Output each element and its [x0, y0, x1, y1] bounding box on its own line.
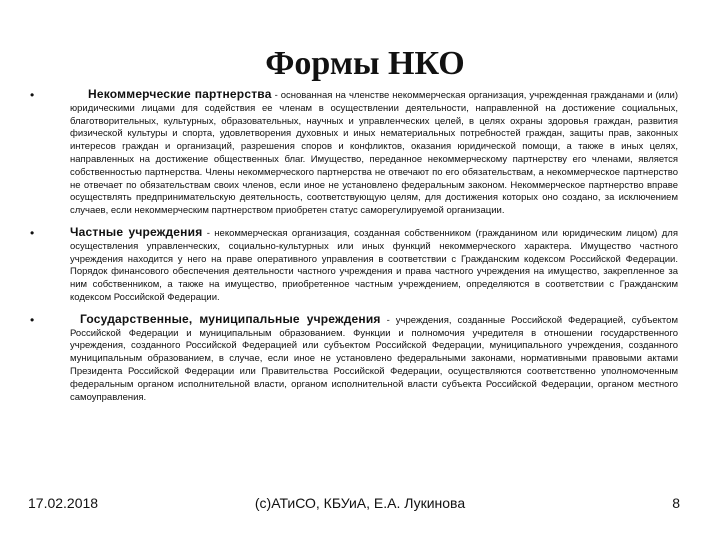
bullet-dot-icon: • — [30, 225, 35, 240]
bullet-dot-icon: • — [30, 88, 35, 102]
bullet-term: Государственные, муниципальные учреждения — [80, 311, 381, 326]
bullet-description: - некоммерческая организация, созданная собственником (гражданином или юридическим лицом) для осуществления управленческих, социально-культурных или иных функций некоммерческого характера. Имущество частного учреждения находится у него на праве оперативного управления в соответствии с Гражданским кодексом Российской Федерации. Порядок финансового обеспечения деятельности частного учреждения и права частного учреждения на имущество, закрепленное за ним собственником, а также на имущество, приобретенное частным учреждением, определяются в соответствии с Гражданским кодексом Российской Федерации. — [70, 227, 678, 303]
footer-page-number: 8 — [672, 495, 680, 511]
bullet-term: Частные учреждения — [70, 224, 203, 239]
bullet-paragraph — [70, 313, 678, 405]
footer-author: (с)АТиСО, КБУиА, Е.А. Лукинова — [254, 495, 466, 511]
bullet-term: Некоммерческие партнерства — [88, 87, 272, 101]
bullet-dot-icon: • — [30, 312, 35, 327]
bullet-paragraph — [70, 226, 678, 305]
bullet-description: - учреждения, созданные Российской Федерацией, субъектом Российской Федерации и муниципальным образованием. Функции и полномочия учредителя в отношении государственного учреждения, созданного Российской Федерацией или субъектом Российской Федерации, муниципального учреждения, созданного муниципальным образованием, в случае, если иное не установлено федеральными законами, нормативными правовыми актами Президента Российской Федерации или Правительства Российской Федерации, осуществляются соответственно уполномоченным федеральным органом исполнительной власти, органом исполнительной власти субъекта Российской Федерации, органом местного самоуправления. — [70, 314, 678, 403]
bullet-list — [30, 88, 678, 412]
bullet-item-state-institutions — [30, 313, 678, 405]
bullet-item-private-institutions — [30, 226, 678, 305]
bullet-item-partnerships — [30, 88, 678, 218]
footer-date: 17.02.2018 — [28, 495, 99, 511]
bullet-paragraph — [70, 88, 678, 218]
bullet-description: - основанная на членстве некоммерческая организация, учрежденная гражданами и (или) юридическими лицами для содействия ее членам в осуществлении деятельности, направленной на достижение социальных, благотворительных, культурных, образовательных, научных и управленческих целей, в целях охраны здоровья граждан, развития физической культуры и спорта, удовлетворения духовных и иных нематериальных потребностей граждан, защиты прав, законных интересов граждан и организаций, разрешения споров и конфликтов, оказания юридической помощи, а также в иных целях, направленных на достижение общественных благ. Имущество, переданное некоммерческому партнерству его членами, является собственностью партнерства. Члены некоммерческого партнерства не отвечают по его обязательствам, а некоммерческое партнерство не отвечает по обязательствам своих членов, если иное не установлено федеральным законом. Некоммерческое партнерство вправе осуществлять предпринимательскую деятельность, соответствующую целям, для достижения которых оно создано, за исключением случаев, если некоммерческим партнерством приобретен статус саморегулируемой организации. — [70, 90, 678, 217]
slide-title: Формы НКО — [265, 45, 465, 82]
